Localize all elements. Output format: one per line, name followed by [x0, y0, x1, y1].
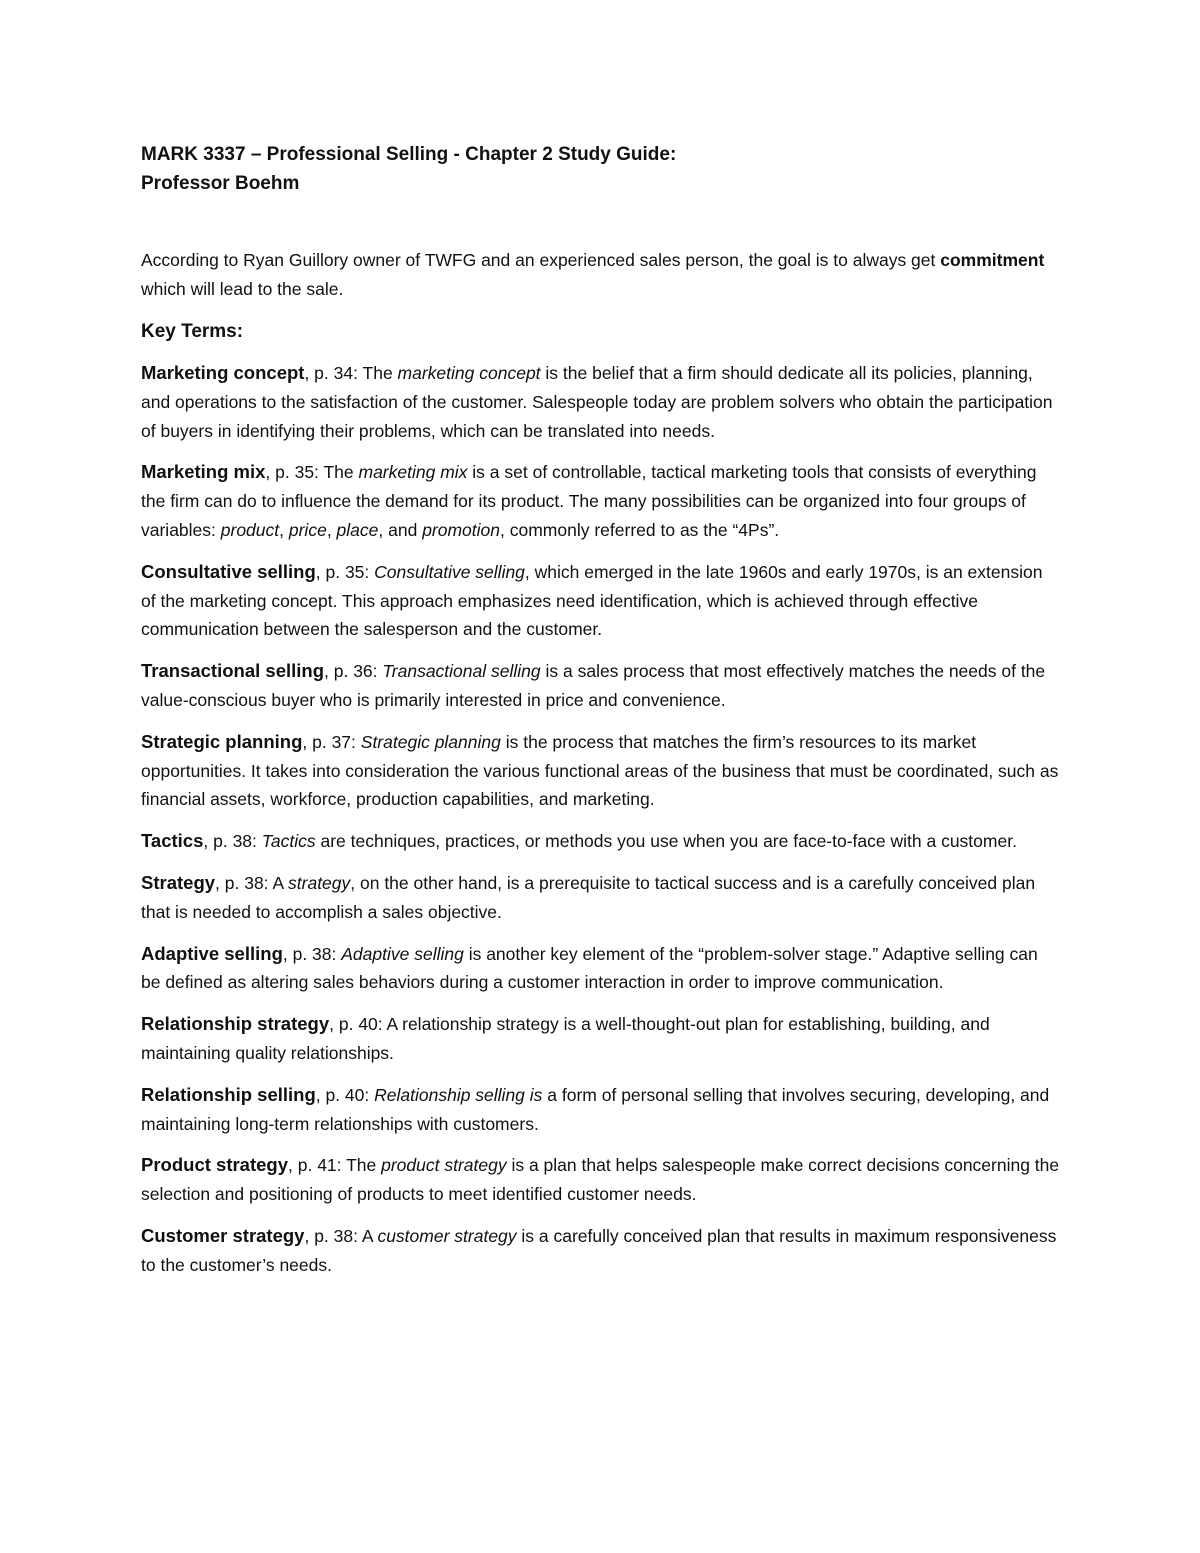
- term-text: are techniques, practices, or methods you use when you are face-to-face with a customer.: [315, 831, 1017, 852]
- term-relationship-strategy: [141, 1010, 1061, 1068]
- term-text: is the belief that a firm should dedicate all its policies, planning, and operations to the satisfaction of the customer. Salespeople today are problem solvers who obtain the participation of buyers in identifying their problems, which can be translated into needs.: [141, 363, 1053, 441]
- term-emphasis: Tactics: [261, 831, 316, 852]
- term-relationship-selling: [141, 1081, 1061, 1139]
- term-name: Transactional selling: [141, 660, 325, 682]
- term-emphasis: strategy: [288, 872, 351, 893]
- term-text: ,: [326, 519, 337, 540]
- term-emphasis: Adaptive selling: [341, 943, 464, 964]
- term-name: Marketing concept: [141, 362, 305, 383]
- term-page: , p. 38:: [215, 872, 273, 893]
- term-emphasis: marketing mix: [358, 462, 468, 483]
- term-marketing-mix: [141, 458, 1061, 544]
- term-text: a form of personal selling that involves securing, developing, and maintaining long-term relationships with customers.: [141, 1084, 1050, 1134]
- term-page: , p. 38:: [304, 1225, 362, 1246]
- term-name: Strategy: [141, 871, 216, 893]
- term-emphasis: Consultative selling: [374, 561, 525, 582]
- term-name: Relationship strategy: [141, 1013, 330, 1035]
- term-page: , p. 38:: [203, 831, 262, 852]
- term-emphasis: product: [220, 519, 280, 540]
- intro-paragraph: [141, 246, 1061, 303]
- term-text: , commonly referred to as the “4Ps”.: [500, 519, 780, 540]
- term-page: , p. 34:: [304, 363, 363, 383]
- term-name: Tactics: [141, 830, 204, 852]
- term-emphasis: promotion: [422, 519, 501, 540]
- term-emphasis: Strategic planning: [360, 731, 501, 752]
- professor-name: Professor Boehm: [141, 173, 300, 194]
- term-text: is another key element of the “problem-solver stage.” Adaptive selling can be defined as altering sales behaviors during a customer interaction in order to improve communication.: [141, 943, 1038, 993]
- term-text: A: [272, 872, 289, 893]
- term-text: is a set of controllable, tactical marketing tools that consists of everything the firm can do to influence the demand for its product. The many possibilities can be organized into four groups of variables:: [141, 462, 1037, 540]
- term-name: Marketing mix: [141, 461, 266, 483]
- term-text: The: [323, 462, 359, 483]
- term-adaptive-selling: [141, 940, 1061, 998]
- term-text: A: [361, 1225, 378, 1246]
- term-page: , p. 35:: [315, 561, 375, 582]
- term-page: , p. 36:: [324, 661, 383, 682]
- term-strategy: [141, 869, 1061, 927]
- term-text: The: [362, 363, 398, 383]
- term-text: is a carefully conceived plan that results in maximum responsiveness to the customer’s needs.: [141, 1225, 1057, 1275]
- term-emphasis: price: [288, 519, 327, 540]
- term-consultative-selling: [141, 558, 1061, 644]
- term-emphasis: Transactional selling: [382, 661, 541, 682]
- intro-text-end: which will lead to the sale.: [141, 278, 344, 299]
- term-name: Relationship selling: [141, 1083, 316, 1105]
- term-marketing-concept: [141, 359, 1061, 445]
- term-text: The: [346, 1155, 382, 1176]
- term-text: is a plan that helps salespeople make correct decisions concerning the selection and positioning of products to meet identified customer needs.: [141, 1155, 1060, 1205]
- term-customer-strategy: [141, 1222, 1061, 1280]
- term-page: , p. 37:: [302, 731, 361, 752]
- term-strategic-planning: [141, 728, 1061, 814]
- term-text: A relationship strategy is a well-thought-out plan for establishing, building, and maintaining quality relationships.: [141, 1014, 990, 1063]
- term-tactics: [141, 827, 1061, 856]
- term-page: , p. 40:: [315, 1084, 375, 1105]
- term-text: , and: [378, 519, 423, 540]
- term-product-strategy: [141, 1151, 1061, 1209]
- term-text: ,: [279, 519, 289, 540]
- term-page: , p. 41:: [288, 1155, 347, 1176]
- intro-text: According to Ryan Guillory owner of TWFG and an experienced sales person, the goal is to always get: [141, 250, 941, 270]
- term-name: Customer strategy: [141, 1224, 305, 1246]
- term-page: , p. 38:: [282, 943, 342, 964]
- term-emphasis: product strategy: [381, 1155, 507, 1176]
- term-emphasis: place: [336, 519, 379, 540]
- term-transactional-selling: [141, 657, 1061, 715]
- term-page: , p. 40:: [329, 1014, 387, 1035]
- intro-bold-word: commitment: [940, 250, 1045, 270]
- term-text: is a sales process that most effectively matches the needs of the value-conscious buyer who is primarily interested in price and convenience.: [141, 661, 1046, 710]
- key-terms-heading: Key Terms:: [141, 321, 244, 342]
- term-text: , on the other hand, is a prerequisite to tactical success and is a carefully conceived plan that is needed to accomplish a sales objective.: [141, 872, 1036, 922]
- term-text: , which emerged in the late 1960s and early 1970s, is an extension of the marketing concept. This approach emphasizes need identification, which is achieved through effective communication between the salesperson and the customer.: [141, 561, 1043, 640]
- term-text: is the process that matches the firm’s resources to its market opportunities. It takes into consideration the various functional areas of the business that must be coordinated, such as financial assets, workforce, production capabilities, and marketing.: [141, 731, 1059, 810]
- term-name: Product strategy: [141, 1154, 289, 1176]
- term-emphasis: Relationship selling is: [374, 1084, 543, 1105]
- term-emphasis: marketing concept: [397, 363, 541, 383]
- term-emphasis: customer strategy: [377, 1225, 517, 1246]
- term-page: , p. 35:: [265, 462, 324, 483]
- term-name: Strategic planning: [141, 730, 303, 752]
- term-name: Consultative selling: [141, 560, 316, 582]
- document-page: [141, 140, 1061, 1280]
- term-name: Adaptive selling: [141, 942, 283, 964]
- document-title: MARK 3337 – Professional Selling - Chapter 2 Study Guide:: [141, 144, 677, 165]
